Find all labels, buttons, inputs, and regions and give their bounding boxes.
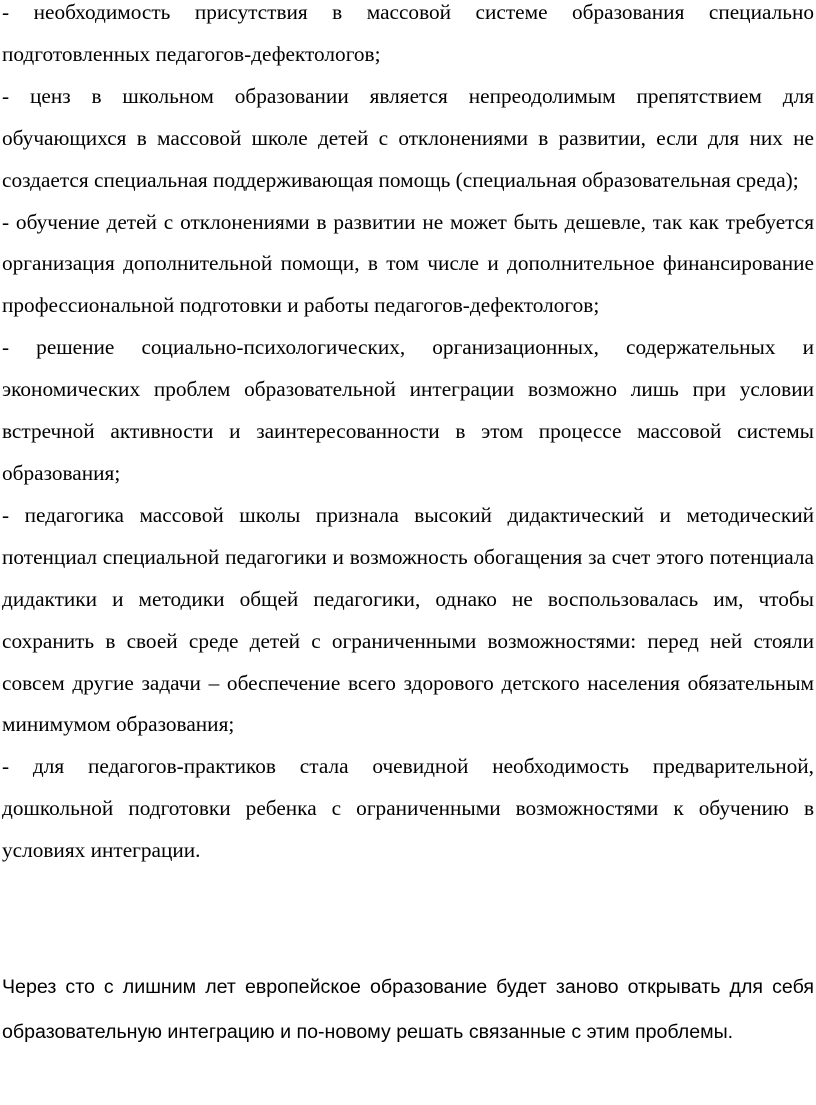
closing-paragraph: Через сто с лишним лет европейское образование будет заново открывать для себя образовательную интеграцию и по-новому решать связанные с этим проблемы.: [2, 976, 814, 1043]
list-item: - для педагогов-практиков стала очевидной необходимость предварительной, дошкольной подготовки ребенка с ограниченными возможностями к обучению в условиях интеграции.: [2, 754, 814, 863]
list-item: - обучение детей с отклонениями в развитии не может быть дешевле, так как требуется организация дополнительной помощи, в том числе и дополнительное финансирование профессиональной подготовки и работы педагогов-дефектологов;: [2, 209, 814, 318]
list-item: - решение социально-психологических, организационных, содержательных и экономических проблем образовательной интеграции возможно лишь при условии встречной активности и заинтересованности в этом процессе массовой системы образования;: [2, 335, 814, 485]
closing-paragraph-block: [2, 965, 814, 1055]
list-item: - ценз в школьном образовании является непреодолимым препятствием для обучающихся в массовой школе детей с отклонениями в развитии, если для них не создается специальная поддерживающая помощь (специальная образовательная среда);: [2, 83, 814, 192]
conclusions-list: [2, 0, 814, 872]
list-item: - педагогика массовой школы признала высокий дидактический и методический потенциал специальной педагогики и возможность обогащения за счет этого потенциала дидактики и методики общей педагогики, однако не воспользовалась им, чтобы сохранить в своей среде детей с ограниченными возможностями: перед ней стояли совсем другие задачи – обеспечение всего здорового детского населения обязательным минимумом образования;: [2, 502, 814, 737]
list-item: - необходимость присутствия в массовой системе образования специально подготовленных педагогов-дефектологов;: [2, 0, 814, 66]
